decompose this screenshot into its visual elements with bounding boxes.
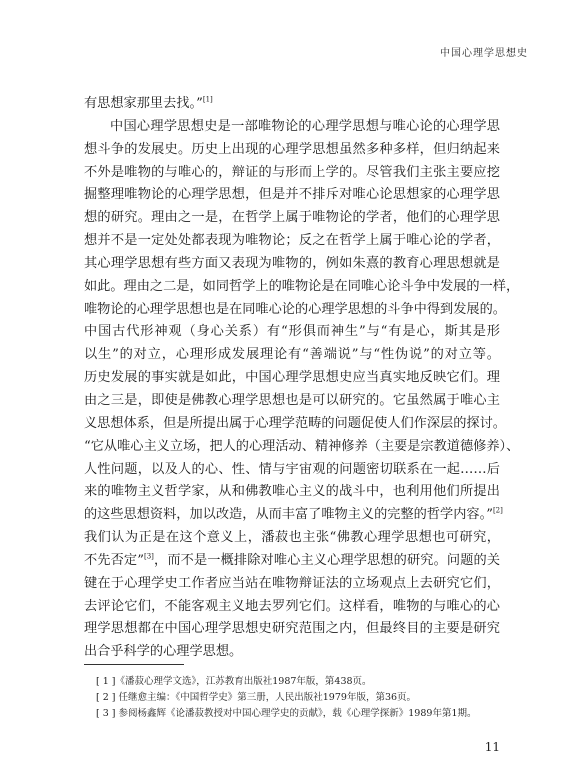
footnotes (96, 674, 500, 722)
text-line: 中国心理学思想史是一部唯物论的心理学思想与唯心论的心理学思 (110, 118, 500, 134)
text-line: 来的唯物主义哲学家，从和佛教唯心主义的战斗中，也利用他们所提出 (84, 484, 500, 500)
text-line: 其心理学思想有些方面又表现为唯物的，例如朱熹的教育心理思想就是 (84, 255, 500, 271)
footnote-ref[interactable]: [2] (492, 506, 503, 515)
text-line: 义思想体系，但是所提出属于心理学范畴的问题促使人们作深层的探讨。 (84, 415, 506, 431)
text-line: 历史发展的事实就是如此，中国心理学思想史应当真实地反映它们。理 (84, 370, 500, 386)
text-line: 由之三是，即使是佛教心理学思想也是可以研究的。它虽然属于唯心主 (84, 392, 500, 408)
text-line: 想并不是一定处处都表现为唯物论；反之在哲学上属于唯心论的学者， (84, 233, 500, 249)
text-line: 如此。理由之二是，如同哲学上的唯物论是在同唯心论斗争中发展的一样， (84, 278, 520, 294)
footnote-item: [ 1 ]《潘菽心理学文选》，江苏教育出版社1987年版，第438页。 (96, 676, 372, 687)
text-line: 想斗争的发展史。历史上出现的心理学思想虽然多种多样，但归纳起来 (84, 141, 500, 157)
footnote-ref[interactable]: [3] (144, 552, 154, 561)
body-text (84, 93, 520, 664)
text-line: 有思想家那里去找。”[1] (84, 95, 213, 111)
text-line: 去评论它们，不能客观主义地去罗列它们。这样看，唯物的与唯心的心 (84, 598, 500, 614)
text-line: “它从唯心主义立场，把人的心理活动、精神修养（主要是宗教道德修养）、 (84, 438, 520, 454)
footnote-item: [ 3 ] 参阅杨鑫辉《论潘菽教授对中国心理学史的贡献》，载《心理学探新》1989年第1期。 (96, 708, 477, 719)
text-line: 不外是唯物的与唯心的，辩证的与形而上学的。尽管我们主张主要应挖 (84, 164, 500, 180)
page-number: 11 (484, 740, 500, 754)
text-line: 以生”的对立，心理形成发展理论有“善端说”与“性伪说”的对立等。 (84, 347, 500, 363)
text-line: 我们认为正是在这个意义上，潘菽也主张“佛教心理学思想也可研究， (84, 530, 500, 546)
text-line: 唯物论的心理学思想也是在同唯心论的心理学思想的斗争中得到发展的。 (84, 301, 506, 317)
footnote-item: [ 2 ] 任继愈主编：《中国哲学史》第三册，人民出版社1979年版，第36页。 (96, 692, 417, 703)
text-line: 理学思想都在中国心理学思想史研究范围之内，但最终目的主要是研究 (84, 621, 500, 637)
text-line: 人性问题，以及人的心、性、情与宇宙观的问题密切联系在一起……后 (84, 461, 500, 477)
text-line: 中国古代形神观（身心关系）有“形俱而神生”与“有是心，斯其是形 (84, 324, 500, 340)
text-line: 出合乎科学的心理学思想。 (84, 644, 243, 660)
text-line: 的这些思想资料，加以改造，从而丰富了唯物主义的完整的哲学内容。”[2] (84, 506, 503, 523)
text-line: 键在于心理学史工作者应当站在唯物辩证法的立场观点上去研究它们， (84, 575, 500, 591)
text-line: 掘整理唯物论的心理学思想，但是并不排斥对唯心论思想家的心理学思 (84, 187, 500, 203)
text-line: 不先否定”[3]，而不是一概排除对唯心主义心理学思想的研究。问题的关 (84, 552, 501, 568)
running-header: 中国心理学思想史 (440, 48, 528, 59)
footnote-ref[interactable]: [1] (202, 95, 213, 104)
text-line: 想的研究。理由之一是，在哲学上属于唯物论的学者，他们的心理学思 (84, 210, 500, 226)
footnote-divider (84, 664, 184, 665)
